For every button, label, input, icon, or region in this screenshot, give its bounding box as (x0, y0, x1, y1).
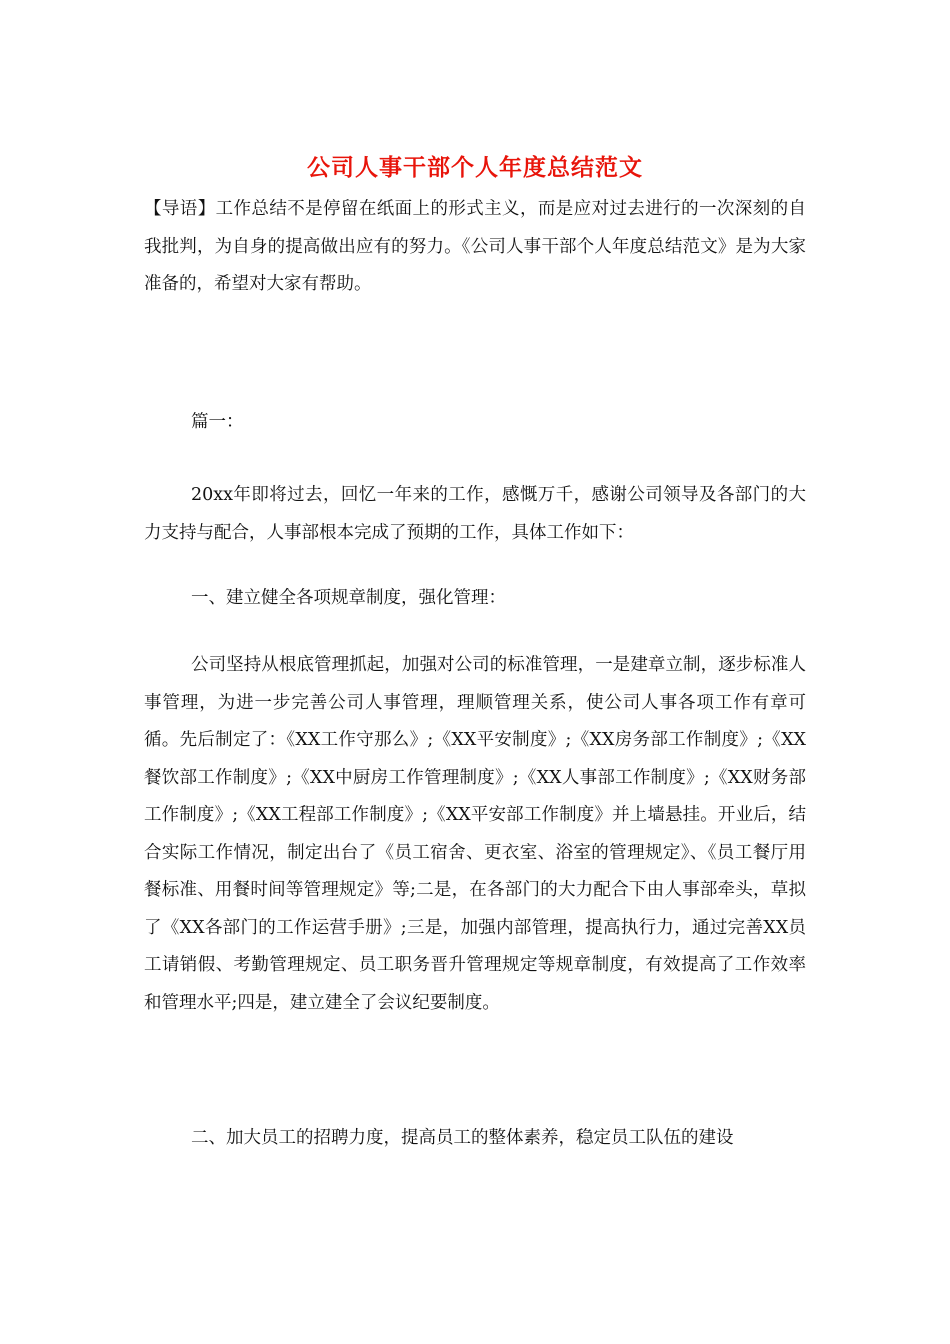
intro-paragraph: 【导语】工作总结不是停留在纸面上的形式主义，而是应对过去进行的一次深刻的自我批判，为自身的提高做出应有的努力。《公司人事干部个人年度总结范文》是为大家准备的，希望对大家有帮助。 (144, 199, 806, 294)
section-heading-2: 二、加大员工的招聘力度，提高员工的整体素养，稳定员工队伍的建设 (191, 1128, 734, 1148)
section-label: 篇一： (191, 412, 244, 432)
body-paragraph-1: 公司坚持从根底管理抓起，加强对公司的标准管理，一是建章立制，逐步标准人事管理，为进一步完善公司人事管理，理顺管理关系，使公司人事各项工作有章可循。先后制定了：《XX工作守那么》;《XX平安制度》;《XX房务部工作制度》;《XX餐饮部工作制度》;《XX中厨房工作管理制度》;《XX人事部工作制度》;《XX财务部工作制度》;《XX工程部工作制度》;《XX平安部工作制度》并上墙悬挂。开业后，结合实际工作情况，制定出台了《员工宿舍、更衣室、浴室的管理规定》、《员工餐厅用餐标准、用餐时间等管理规定》等;二是，在各部门的大力配合下由人事部牵头，草拟了《XX各部门的工作运营手册》;三是，加强内部管理，提高执行力，通过完善XX员工请销假、考勤管理规定、员工职务晋升管理规定等规章制度，有效提高了工作效率和管理水平;四是，建立建全了会议纪要制度。 (144, 655, 806, 1013)
opening-paragraph: 20xx年即将过去，回忆一年来的工作，感慨万千，感谢公司领导及各部门的大力支持与配合，人事部根本完成了预期的工作，具体工作如下： (144, 485, 806, 543)
document-title: 公司人事干部个人年度总结范文 (307, 154, 643, 181)
section-heading-1: 一、建立健全各项规章制度，强化管理： (191, 588, 506, 608)
